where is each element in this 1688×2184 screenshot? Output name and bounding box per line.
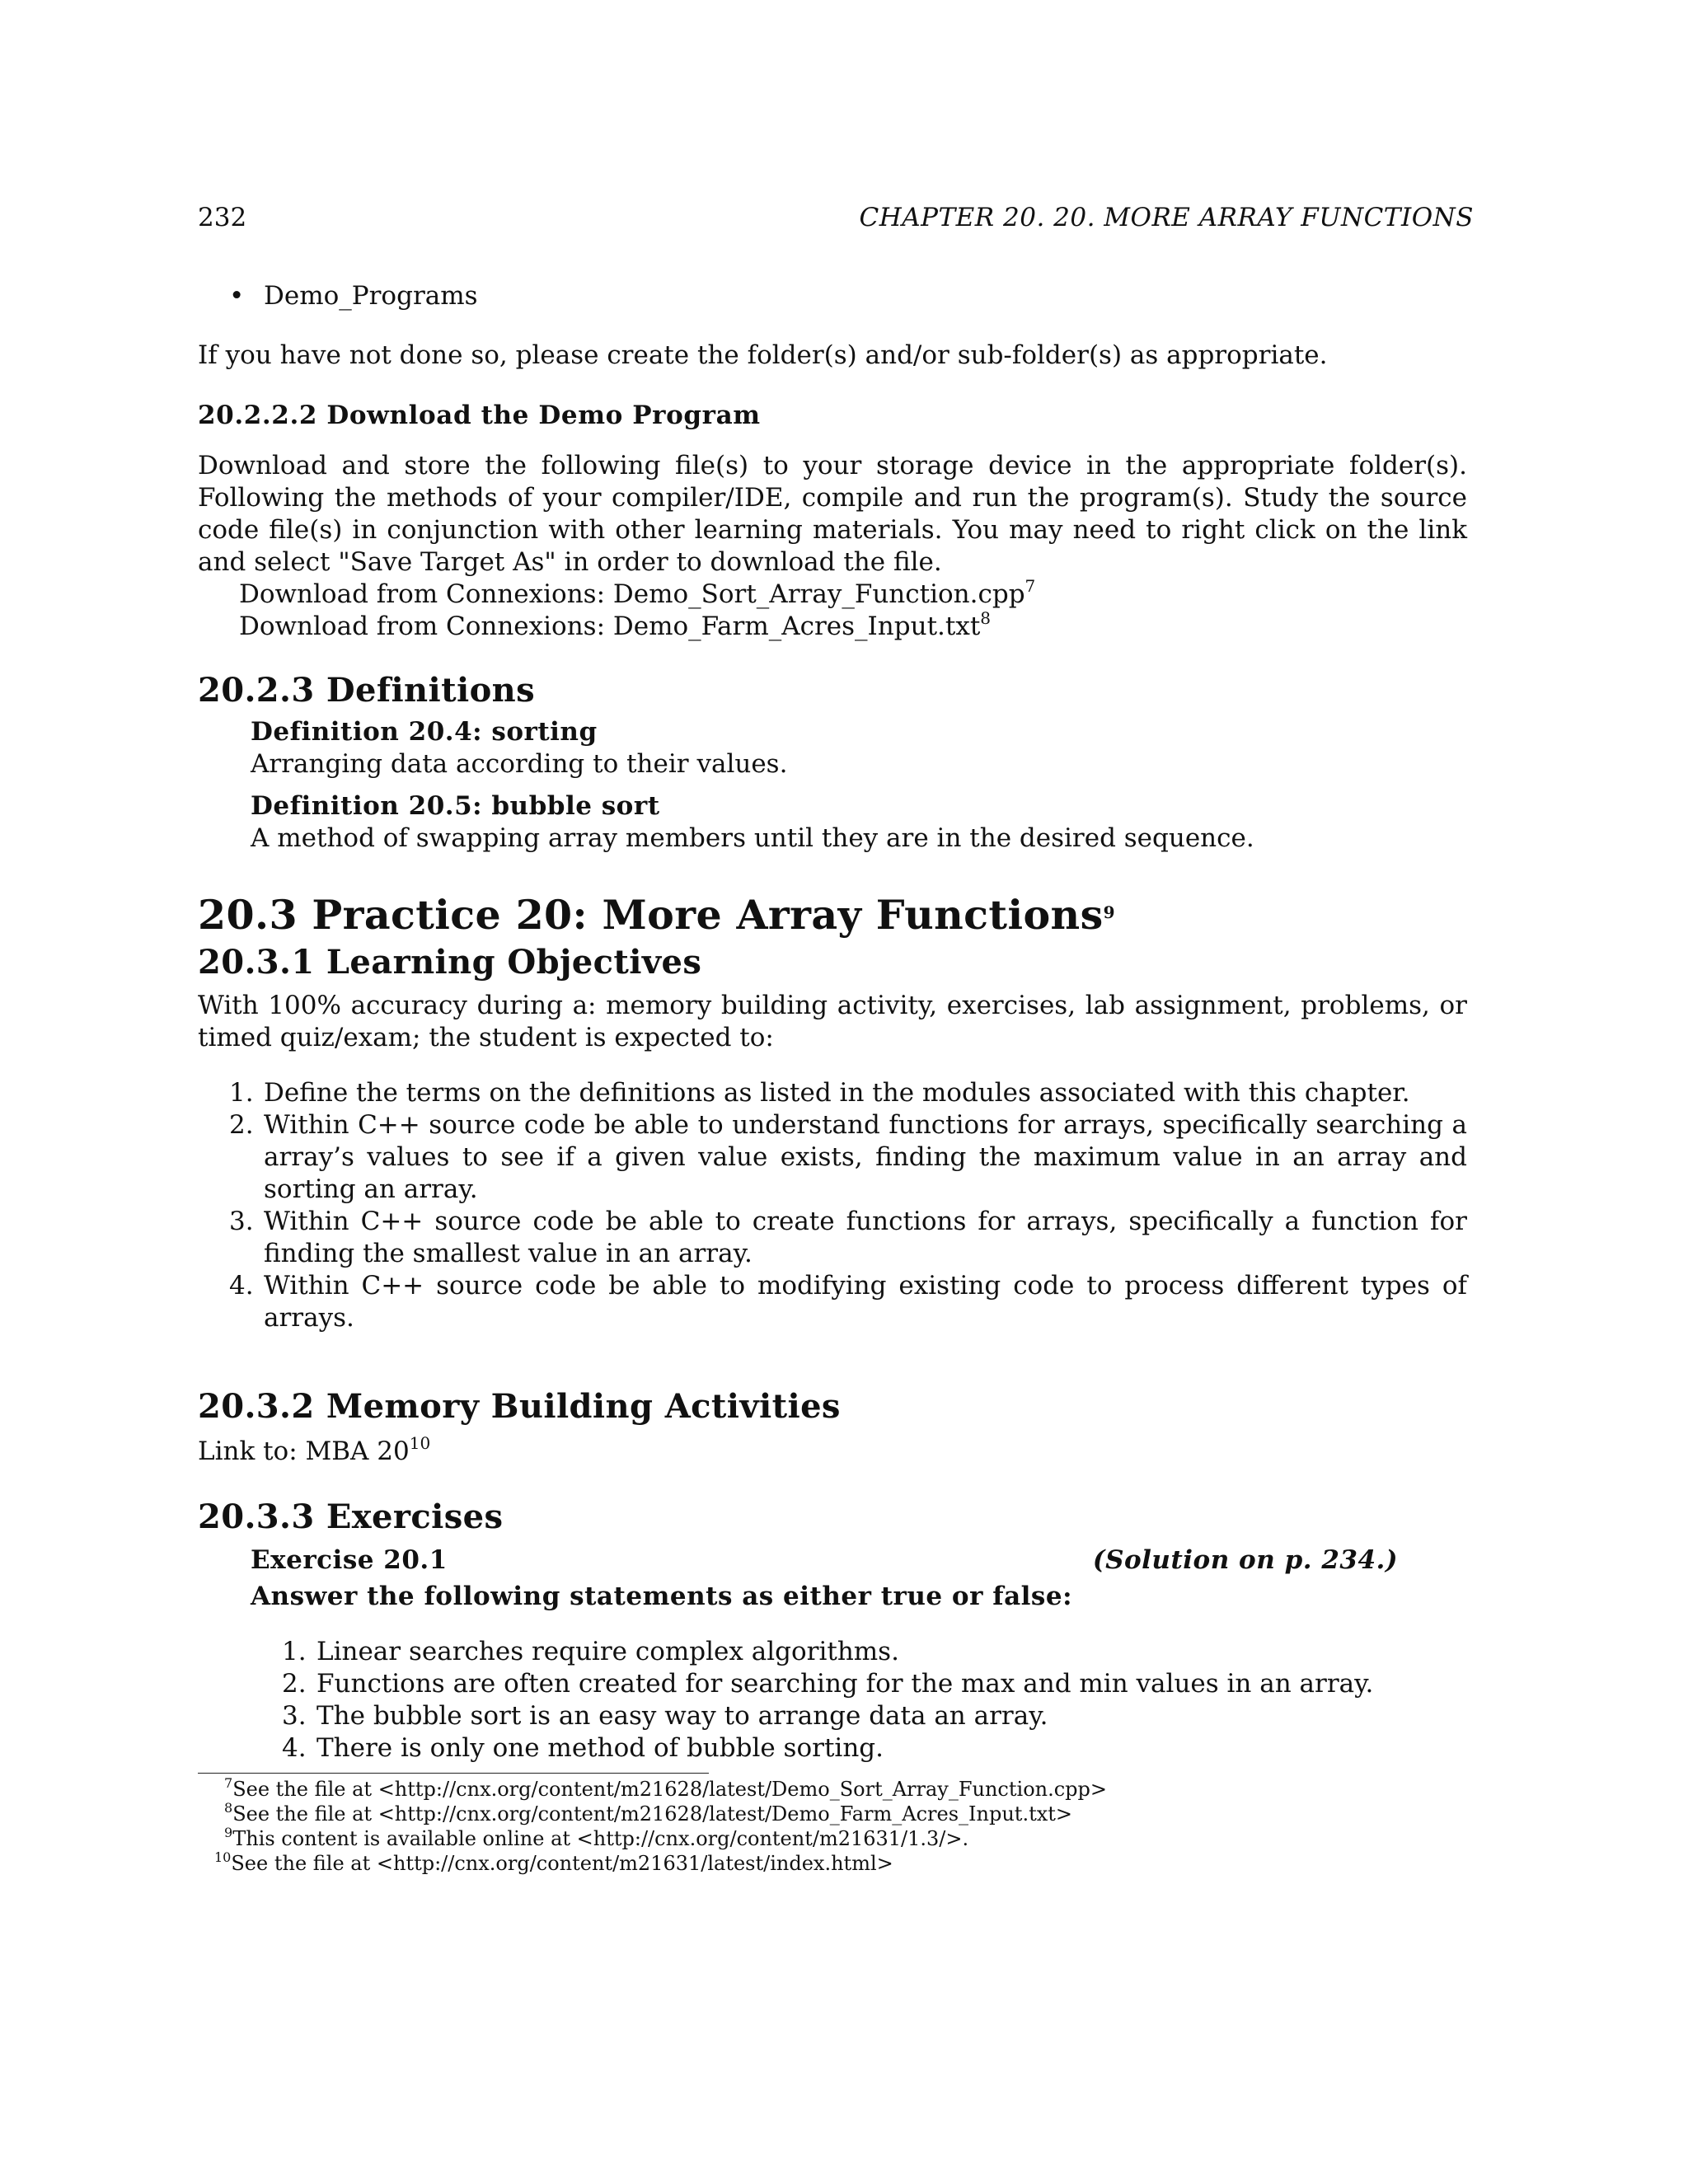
page-body [198, 280, 1467, 1876]
exercise-item: 2. Functions are often created for searching for the max and min values in an array. [282, 1669, 1374, 1699]
exercise-prompt: Answer the following statements as either true or false: [251, 1582, 1073, 1611]
definition-term: Definition 20.5: bubble sort [251, 791, 660, 821]
footnote-10: $^{10}$See the file at <http://cnx.org/content/m21631/latest/index.html> [214, 1849, 893, 1875]
chapter-title: CHAPTER 20. 20. MORE ARRAY FUNCTIONS [859, 203, 1474, 232]
exercise-item: 3. The bubble sort is an easy way to arrange data an array. [282, 1701, 1048, 1731]
objectives-list [198, 1077, 1467, 1334]
memory-heading: 20.3.2 Memory Building Activities [198, 1387, 841, 1426]
definition-term: Definition 20.4: sorting [251, 717, 598, 747]
objectives-heading: 20.3.1 Learning Objectives [198, 943, 702, 982]
solution-link[interactable]: (Solution on p. 234.) [1092, 1545, 1398, 1575]
download-link-1-text[interactable]: Download from Connexions: Demo_Sort_Array_Function.cpp [239, 579, 1025, 609]
exercise-list [251, 1636, 1467, 1765]
folder-list [198, 280, 1467, 312]
objective-item: 1. Define the terms on the definitions as listed in the modules associated with this chapter. [229, 1078, 1410, 1108]
practice-heading-text: 20.3 Practice 20: More Array Functions [198, 891, 1104, 939]
download-heading: 20.2.2.2 Download the Demo Program [198, 401, 761, 430]
footnotes [198, 1777, 1467, 1876]
exercise-item: 4. There is only one method of bubble sorting. [282, 1733, 884, 1763]
download-link-2[interactable] [198, 608, 1467, 643]
definition-text: Arranging data according to their values. [251, 749, 788, 779]
footnote-ref-7: 7 [1025, 576, 1036, 596]
download-paragraph: Download and store the following file(s) to your storage device in the appropriate folder(s). Following the methods of your compiler/IDE, compile and run the program(s). Study the source code file(s) in conjunction with other learning materials. You may need to right click on the link and select "Save Target As" in order to download the file. [198, 451, 1467, 577]
objective-item: 3. Within C++ source code be able to create functions for arrays, specifically a function for finding the smallest value in an array. [229, 1207, 1467, 1268]
exercise-item: 1. Linear searches require complex algorithms. [282, 1637, 899, 1666]
download-link-2-text[interactable]: Download from Connexions: Demo_Farm_Acres_Input.txt [239, 612, 981, 641]
folder-item: • Demo_Programs [198, 280, 1467, 312]
definitions-heading: 20.2.3 Definitions [198, 671, 536, 710]
objective-item: 2. Within C++ source code be able to understand functions for arrays, specifically searching a array’s values to see if a given value exists, finding the maximum value in an array and sorting an array. [229, 1110, 1467, 1204]
footnote-rule [198, 1773, 709, 1774]
memory-link[interactable] [198, 1433, 1467, 1468]
folder-note: If you have not done so, please create the folder(s) and/or sub-folder(s) as appropriate. [198, 340, 1328, 370]
footnote-ref-8: 8 [980, 608, 992, 628]
download-link-1[interactable] [198, 576, 1467, 611]
page-number: 232 [198, 203, 247, 232]
footnote-ref-10: 10 [409, 1433, 431, 1453]
definition-sorting [198, 716, 1467, 780]
objectives-intro: With 100% accuracy during a: memory building activity, exercises, lab assignment, problems, or timed quiz/exam; the student is expected to: [198, 991, 1467, 1052]
footnote-8: $^8$See the file at <http://cnx.org/content/m21628/latest/Demo_Farm_Acres_Input.txt> [224, 1800, 1073, 1825]
footnote-9: $^9$This content is available online at <http://cnx.org/content/m21631/1.3/>. [224, 1825, 969, 1850]
exercises-heading: 20.3.3 Exercises [198, 1497, 504, 1536]
memory-link-text[interactable]: Link to: MBA 20 [198, 1436, 410, 1466]
footnote-ref-9: 9 [1103, 902, 1115, 922]
definition-bubble-sort [198, 790, 1467, 855]
footnote-7: $^7$See the file at <http://cnx.org/content/m21628/latest/Demo_Sort_Array_Function.cpp> [224, 1775, 1108, 1801]
exercise-title: Exercise 20.1 [251, 1545, 448, 1575]
exercise-header [251, 1544, 1467, 1581]
objective-item: 4. Within C++ source code be able to modifying existing code to process different types of arrays. [229, 1271, 1467, 1333]
practice-heading [198, 891, 1467, 939]
exercise-block [198, 1544, 1467, 1765]
definition-text: A method of swapping array members until they are in the desired sequence. [251, 823, 1254, 853]
